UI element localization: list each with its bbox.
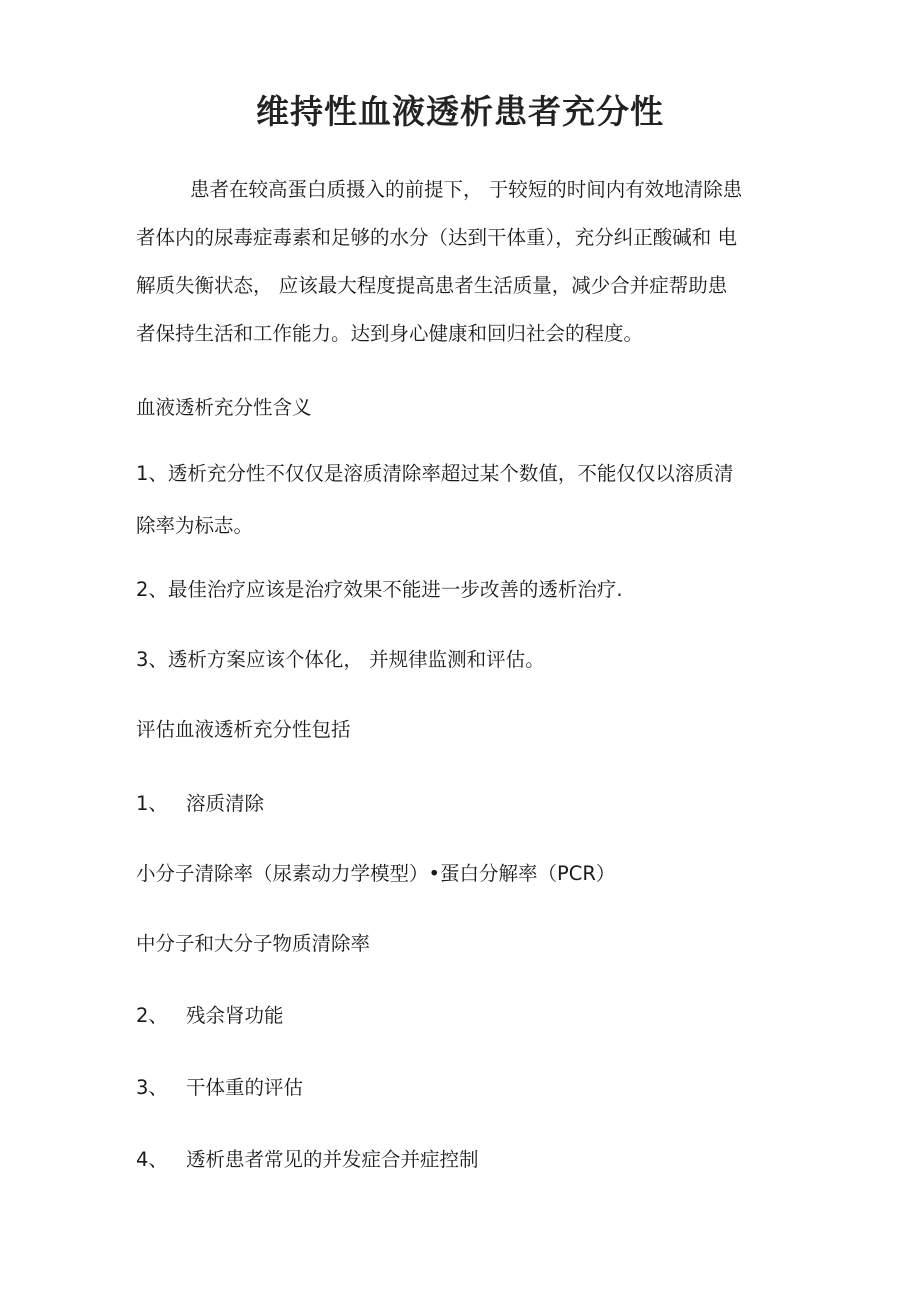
- intro-line: 解质失衡状态， 应该最大程度提高患者生活质量，减少合并症帮助患: [136, 274, 728, 297]
- item-text: 透析患者常见的并发症合并症控制: [186, 1148, 479, 1171]
- item-number: 2、: [136, 578, 168, 601]
- item-number: 1、: [136, 462, 168, 485]
- intro-line: 者保持生活和工作能力。达到身心健康和回归社会的程度。: [136, 322, 644, 345]
- item-text: 透析方案应该个体化， 并规律监测和评估。: [167, 648, 545, 671]
- meaning-item-1: [136, 458, 796, 490]
- assessment-item-4: [136, 1144, 796, 1176]
- section-heading-assessment: 评估血液透析充分性包括: [136, 718, 351, 741]
- item-text: 透析充分性不仅仅是溶质清除率超过某个数值，不能仅仅以溶质清: [167, 462, 734, 485]
- item-text: 溶质清除: [186, 792, 265, 815]
- intro-line: 者体内的尿毒症毒素和足够的水分（达到干体重），充分纠正酸碱和 电: [136, 226, 737, 249]
- assessment-item-2: [136, 1000, 796, 1032]
- document-title: 维持性血液透析患者充分性: [256, 92, 664, 131]
- meaning-item-2: [136, 574, 796, 606]
- item-number: 2、: [136, 1004, 168, 1027]
- item-number: 1、: [136, 792, 168, 815]
- intro-line: 患者在较高蛋白质摄入的前提下， 于较短的时间内有效地清除患: [190, 178, 743, 201]
- item-text: 残余肾功能: [186, 1004, 284, 1027]
- item-number: 4、: [136, 1148, 168, 1171]
- meaning-item-1-continued: 除率为标志。: [136, 514, 254, 537]
- intro-paragraph: [136, 174, 796, 366]
- assessment-subitem-small-molecule: 小分子清除率（尿素动力学模型）•蛋白分解率（PCR）: [136, 862, 616, 885]
- assessment-item-3: [136, 1072, 796, 1104]
- meaning-item-3: [136, 644, 796, 676]
- item-text: 干体重的评估: [186, 1076, 304, 1099]
- item-number: 3、: [136, 648, 168, 671]
- assessment-item-1: [136, 788, 796, 820]
- item-text: 最佳治疗应该是治疗效果不能进一步改善的透析治疗.: [167, 578, 623, 601]
- assessment-subitem-medium-large-molecule: 中分子和大分子物质清除率: [136, 932, 371, 955]
- item-number: 3、: [136, 1076, 168, 1099]
- section-heading-meaning: 血液透析充分性含义: [136, 396, 312, 419]
